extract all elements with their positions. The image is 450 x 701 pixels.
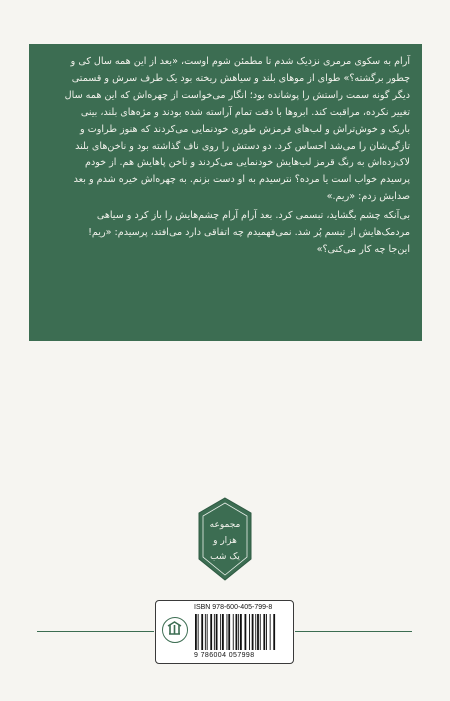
barcode-bar bbox=[210, 614, 212, 650]
barcode-bar bbox=[255, 614, 256, 650]
barcode-bar bbox=[216, 614, 218, 650]
barcode-bar bbox=[207, 614, 208, 650]
barcode-bar bbox=[257, 614, 259, 650]
barcode-bar bbox=[270, 614, 271, 650]
blurb-line: پرسیدم خواب است یا مرده؟ نترسیدم به او دست بزنم. به چهره‌اش خیره شدم و بعد bbox=[73, 174, 410, 186]
blurb-line: مردمک‌هایش از تبسم پُر شد. نمی‌فهمیدم چه اتفاقی دارد می‌افتد، پرسیدم: «ریم! bbox=[88, 227, 410, 239]
barcode-bar bbox=[220, 614, 221, 650]
blurb-line: باریک و خوش‌تراش و لب‌های قرمزش طوری خودنمایی می‌کردند که هنوز طراوت و bbox=[80, 123, 410, 135]
barcode-bar bbox=[236, 614, 238, 650]
blurb-line: چطور برگشته؟» طوای از موهای بلند و سیاهش ریخته بود یک طرف سرش و قسمتی bbox=[71, 72, 410, 84]
series-logo-line2: هزار و bbox=[213, 536, 237, 546]
blurb-line: صدایش زدم: «ریم.» bbox=[326, 191, 410, 203]
isbn-label: ISBN 978-600-405-799-8 bbox=[194, 604, 273, 611]
blurb-line: آرام به سکوی مرمری نزدیک شدم تا مطمئن شوم اوست، «بعد از این همه سال کی و bbox=[70, 56, 410, 67]
publisher-logo-icon bbox=[162, 617, 188, 643]
blurb-text bbox=[41, 54, 410, 259]
barcode-bar bbox=[260, 614, 261, 650]
barcode-bar bbox=[245, 614, 247, 650]
left-divider bbox=[37, 631, 154, 632]
blurb-line: تغییر نکرده، مراقبت کند. ابروها با دقت تمام آراسته شده بودند و مژه‌های بلند، بینی bbox=[80, 106, 410, 118]
barcode-bar bbox=[233, 614, 234, 650]
barcode-bar bbox=[195, 614, 197, 650]
blurb-line: لاک‌زده‌اش به رنگ قرمز لب‌هایش خودنمایی می‌کردند و ناخن پاهایش هم. از خودم bbox=[85, 157, 410, 169]
barcode-bar bbox=[227, 614, 228, 650]
barcode-bar bbox=[205, 614, 206, 650]
series-emblem-icon bbox=[193, 495, 257, 583]
blurb-line: بی‌آنکه چشم بگشاید، تبسمی کرد. بعد آرام آرام چشم‌هایش را باز کرد و سیاهی bbox=[96, 210, 410, 222]
barcode-bar bbox=[198, 614, 199, 650]
blurb-line: تازگی‌شان را می‌شد احساس کرد. دو دستش را روی ناف گذاشته بود و ناخن‌های بلند bbox=[75, 140, 410, 152]
barcode-bar bbox=[266, 614, 267, 650]
blurb-line: این‌جا چه کار می‌کنی؟» bbox=[316, 243, 410, 255]
barcode-bar bbox=[252, 614, 254, 650]
series-logo-line3: یک شب bbox=[210, 552, 240, 562]
barcode-bar bbox=[273, 614, 275, 650]
barcode-bar bbox=[222, 614, 224, 650]
series-logo-line1: مجموعه bbox=[209, 520, 241, 530]
barcode-bar bbox=[214, 614, 215, 650]
barcode-bar bbox=[240, 614, 242, 650]
barcode-bar bbox=[228, 614, 230, 650]
barcode-bar bbox=[201, 614, 203, 650]
right-divider bbox=[295, 631, 412, 632]
barcode-bar bbox=[249, 614, 250, 650]
blurb-panel bbox=[29, 44, 422, 341]
barcode bbox=[194, 614, 286, 652]
barcode-bar bbox=[238, 614, 239, 650]
isbn-barcode-box bbox=[155, 600, 294, 664]
barcode-bar bbox=[263, 614, 265, 650]
barcode-digits: 9 786004 057998 bbox=[194, 652, 255, 659]
blurb-line: دیگر گونه سمت راستش را پوشانده بود؛ انگار می‌خواست از چهره‌اش که این همه سال bbox=[64, 89, 410, 101]
